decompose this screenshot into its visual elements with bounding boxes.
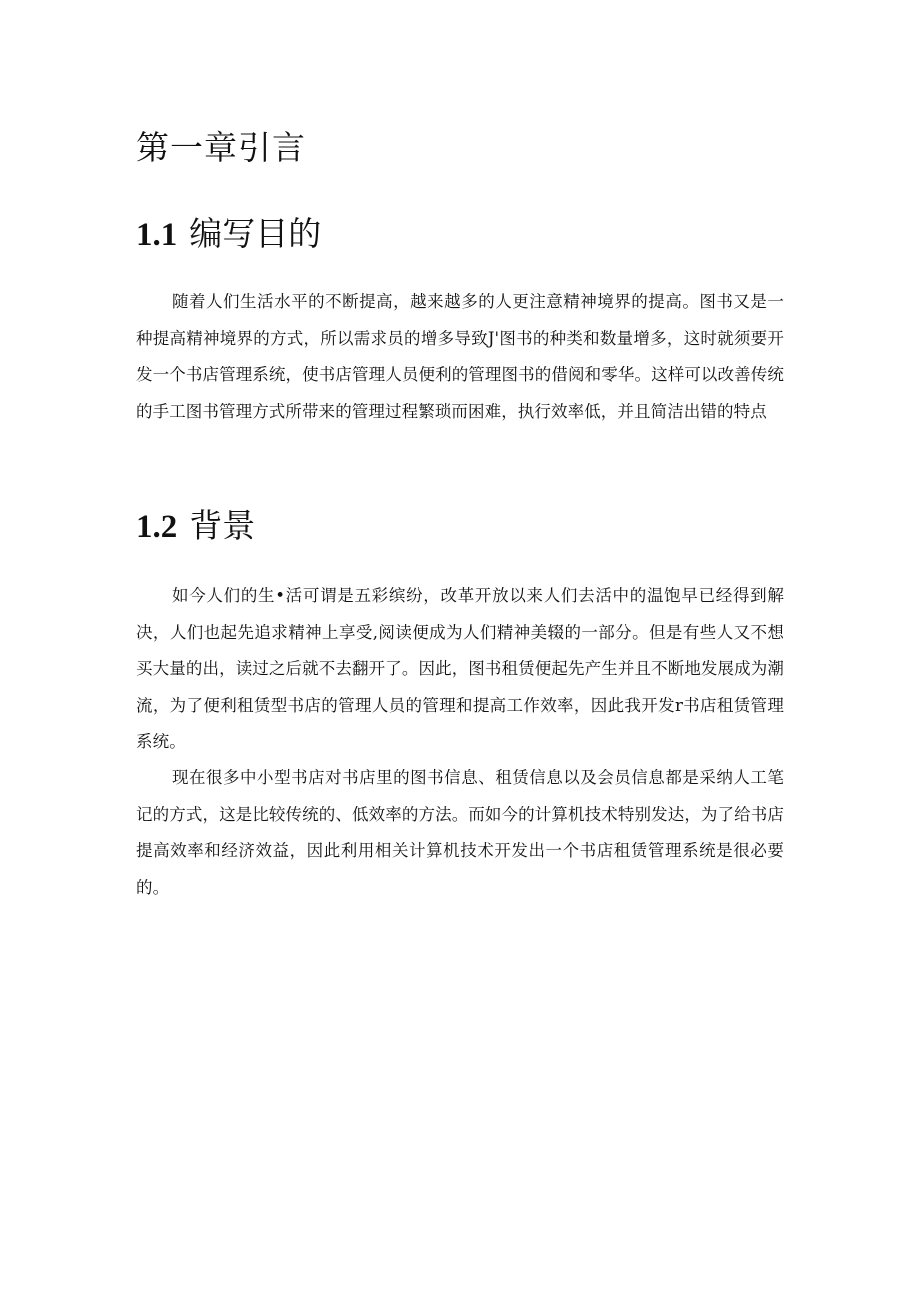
- paragraph-background-2: 现在很多中小型书店对书店里的图书信息、租赁信息以及会员信息都是采纳人工笔记的方式，这是比较传统的、低效率的方法。而如今的计算机技术特别发达，为了给书店提高效率和经济效益，因此利用相关计算机技术开发出一个书店租赁管理系统是很必要的。: [136, 768, 784, 897]
- section-number: 1.2: [136, 509, 178, 545]
- section-heading-background: [136, 500, 255, 547]
- paragraph-background-1: 如今人们的生•活可谓是五彩缤纷，改革开放以来人们去活中的温饱早已经得到解决，人们也起先追求精神上享受,阅读便成为人们精神美辍的一部分。但是有些人又不想买大量的出，读过之后就不去翻开了。因此，图书租赁便起先产生并且不断地发展成为潮流，为了便利租赁型书店的管理人员的管理和提高工作效率，因此我开发r书店租赁管理系统。: [136, 586, 784, 752]
- section-heading-text: 编写目的: [189, 214, 322, 253]
- paragraph-purpose: 随着人们生活水平的不断提高，越来越多的人更注意精神境界的提高。图书又是一种提高精神境界的方式，所以需求员的增多导致J'图书的种类和数量增多，这时就须要开发一个书店管理系统，使书店管理人员便利的管理图书的借阅和零华。这样可以改善传统的手工图书管理方式所带来的管理过程繁琐而困难，执行效率低，并且简洁出错的特点: [136, 292, 784, 421]
- section-heading-text: 背景: [189, 506, 256, 545]
- section-number: 1.1: [136, 217, 178, 253]
- section-heading-purpose: [136, 208, 321, 255]
- chapter-title: 第一章引言: [136, 128, 306, 167]
